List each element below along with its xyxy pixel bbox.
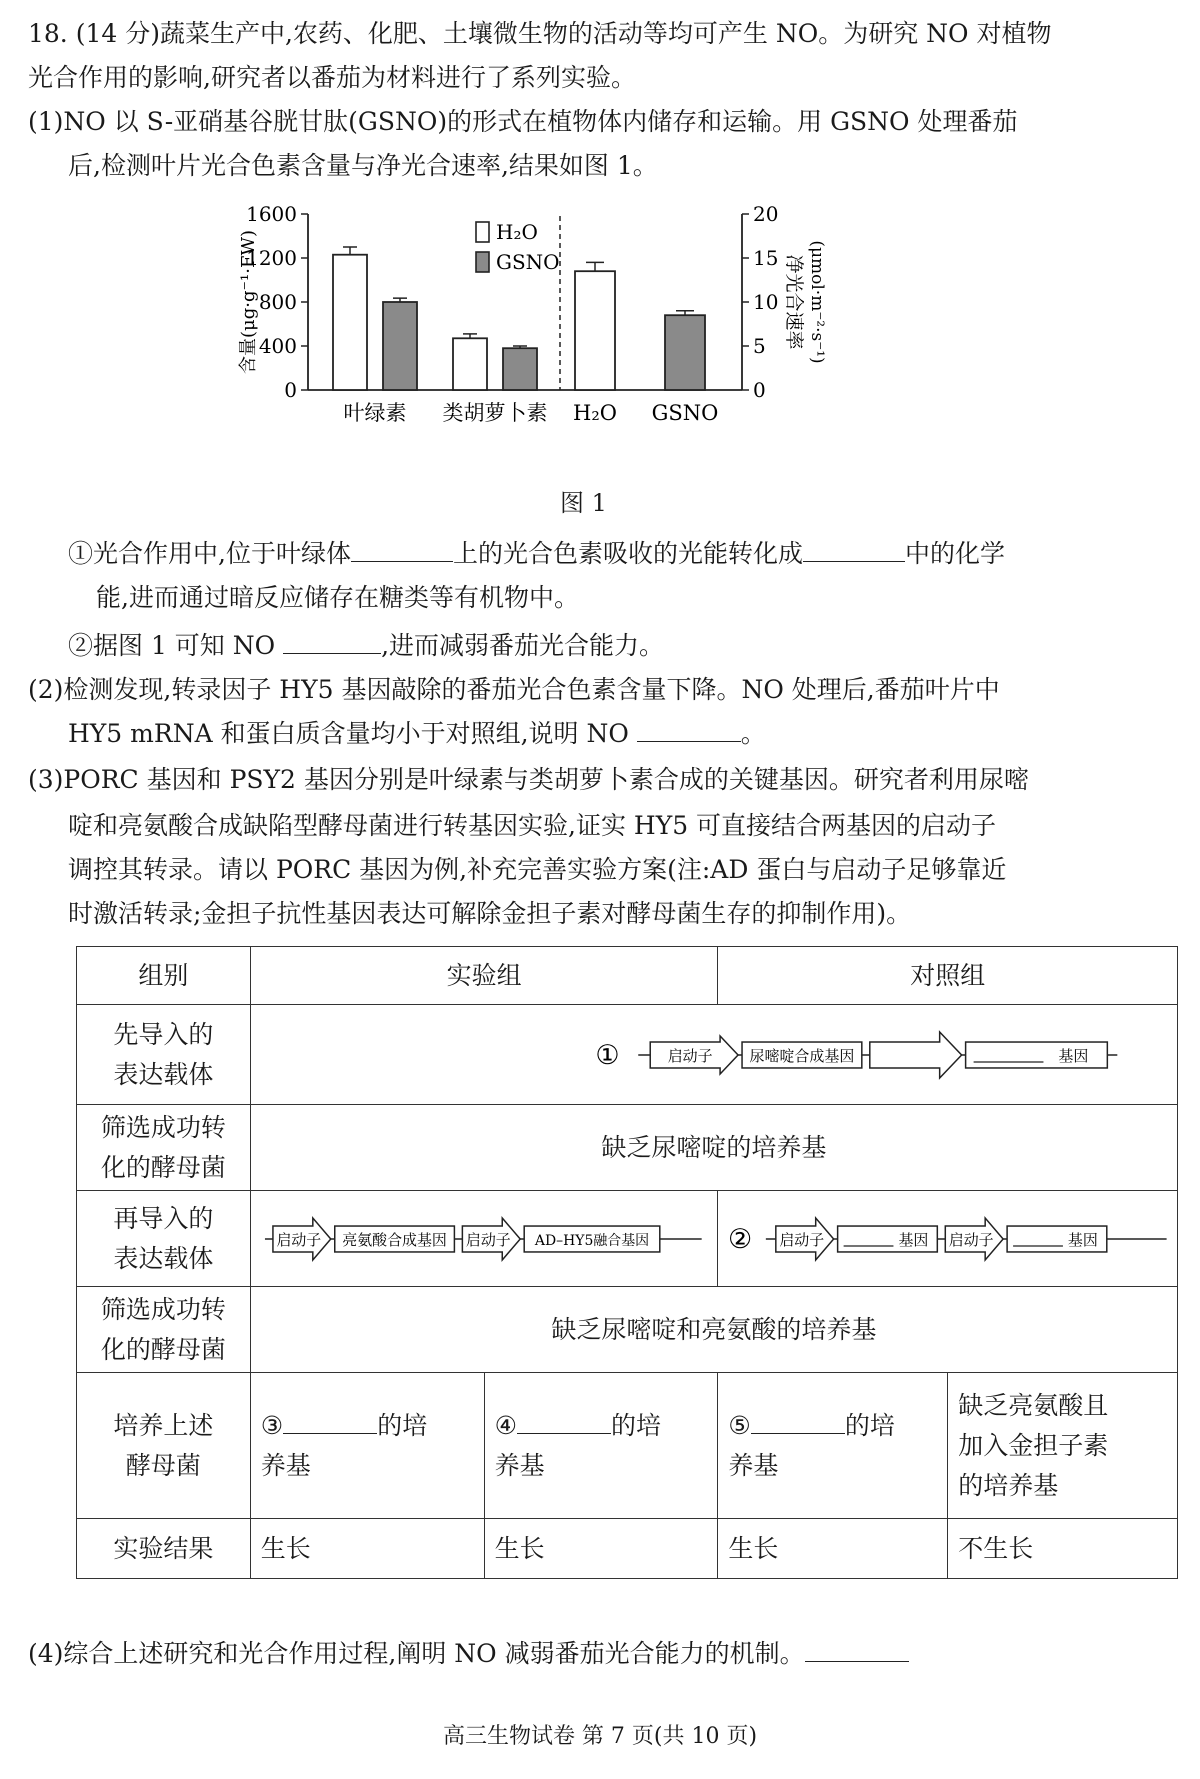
header-experimental: 实验组 bbox=[250, 947, 718, 1005]
answer-blank[interactable] bbox=[517, 1408, 611, 1434]
intro-line-1: 18. (14 分)蔬菜生产中,农药、化肥、土壤微生物的活动等均可产生 NO。为研究 NO 对植物 bbox=[28, 19, 1052, 48]
row-label-line: 先导入的 bbox=[113, 1019, 214, 1049]
row-label-line: 表达载体 bbox=[113, 1243, 214, 1273]
right-tick-label: 10 bbox=[753, 290, 779, 314]
answer-blank[interactable] bbox=[803, 536, 905, 562]
control-medium-line: 缺乏亮氨酸且 bbox=[958, 1390, 1109, 1420]
part3-line-1: (3)PORC 基因和 PSY2 基因分别是叶绿素与类胡萝卜素合成的关键基因。研究者利用尿嘧 bbox=[28, 765, 1029, 794]
ad-hy5-gene-label: AD–HY5融合基因 bbox=[534, 1232, 649, 1249]
subq-2-text-a: ②据图 1 可知 NO bbox=[68, 631, 276, 660]
subq-2-text-b: ,进而减弱番茄光合能力。 bbox=[381, 631, 665, 660]
culture-medium-3 bbox=[250, 1373, 484, 1519]
culture-medium-control bbox=[948, 1373, 1178, 1519]
header-group: 组别 bbox=[77, 947, 251, 1005]
row-label-line: 筛选成功转 bbox=[100, 1112, 226, 1142]
medium-1-cell: 缺乏尿嘧啶的培养基 bbox=[250, 1105, 1177, 1191]
x-category-label: 叶绿素 bbox=[343, 401, 407, 425]
x-category-label: 类胡萝卜素 bbox=[442, 401, 548, 425]
blank-promoter-arrow bbox=[870, 1032, 962, 1078]
part2-text-b: 。 bbox=[740, 719, 766, 748]
part1-line-1: (1)NO 以 S-亚硝基谷胱甘肽(GSNO)的形式在植物体内储存和运输。用 GSNO 处理番茄 bbox=[28, 107, 1018, 136]
gene-label: 基因 bbox=[1068, 1230, 1099, 1249]
subq-1-text-a: ①光合作用中,位于叶绿体 bbox=[68, 539, 351, 568]
part2-text-a: HY5 mRNA 和蛋白质含量均小于对照组,说明 NO bbox=[68, 719, 629, 748]
part3-line-3: 调控其转录。请以 PORC 基因为例,补充完善实验方案(注:AD 蛋白与启动子足够靠近 bbox=[68, 855, 1007, 884]
uracil-gene-label: 尿嘧啶合成基因 bbox=[749, 1046, 855, 1065]
result-cell: 不生长 bbox=[948, 1519, 1178, 1579]
part3-line-4: 时激活转录;金担子抗性基因表达可解除金担子素对酵母菌生存的抑制作用)。 bbox=[68, 899, 912, 928]
figure-1-chart bbox=[238, 202, 980, 518]
table-row bbox=[77, 1105, 1178, 1191]
legend-swatch bbox=[476, 252, 489, 272]
left-tick-label: 0 bbox=[284, 378, 297, 402]
vector-2-exp-diagram bbox=[251, 1212, 718, 1266]
reporter-gene-label: 基因 bbox=[1058, 1046, 1089, 1065]
table-header-row bbox=[77, 947, 1178, 1005]
row-label-line: 筛选成功转 bbox=[100, 1294, 226, 1324]
answer-blank[interactable] bbox=[283, 1408, 377, 1434]
culture-medium-5 bbox=[718, 1373, 948, 1519]
row-label-line: 化的酵母菌 bbox=[100, 1334, 226, 1364]
bar-rate-h2o bbox=[575, 271, 615, 390]
table-row bbox=[77, 1287, 1178, 1373]
part2-line-2 bbox=[68, 714, 766, 754]
gene-label: 基因 bbox=[898, 1230, 929, 1249]
right-tick-label: 0 bbox=[753, 378, 766, 402]
row-label bbox=[77, 1105, 251, 1191]
row-label: 实验结果 bbox=[77, 1519, 251, 1579]
part3-line-2: 啶和亮氨酸合成缺陷型酵母菌进行转基因实验,证实 HY5 可直接结合两基因的启动子 bbox=[68, 811, 997, 840]
part1-line-2: 后,检测叶片光合色素含量与净光合速率,结果如图 1。 bbox=[68, 151, 658, 180]
table-row bbox=[77, 1519, 1178, 1579]
result-cell: 生长 bbox=[250, 1519, 484, 1579]
part2-line-1: (2)检测发现,转录因子 HY5 基因敲除的番茄光合色素含量下降。NO 处理后,番茄叶片中 bbox=[28, 675, 1000, 704]
answer-blank[interactable] bbox=[283, 628, 381, 654]
right-axis-unit: (μmol·m⁻²·s⁻¹) bbox=[807, 240, 827, 364]
promoter-label: 启动子 bbox=[465, 1230, 511, 1249]
culture-medium-4 bbox=[484, 1373, 718, 1519]
vector-2-ctrl-diagram bbox=[718, 1212, 1177, 1266]
part4-text: (4)综合上述研究和光合作用过程,阐明 NO 减弱番茄光合能力的机制。 bbox=[28, 1639, 805, 1668]
bar-gsno bbox=[383, 302, 417, 390]
x-category-label: GSNO bbox=[651, 401, 719, 425]
right-axis-title: 净光合速率 bbox=[783, 254, 805, 350]
promoter-label: 启动子 bbox=[276, 1230, 322, 1249]
row-label bbox=[77, 1005, 251, 1105]
vector-1-diagram bbox=[251, 1028, 1177, 1082]
bar-rate-gsno bbox=[665, 315, 705, 390]
vector-2-ctrl-cell bbox=[718, 1191, 1178, 1287]
left-tick-label: 800 bbox=[258, 290, 297, 314]
experiment-table bbox=[76, 946, 1178, 1579]
table-row bbox=[77, 1005, 1178, 1105]
row-label-line: 再导入的 bbox=[113, 1203, 214, 1233]
table-row bbox=[77, 1373, 1178, 1519]
intro-line-2: 光合作用的影响,研究者以番茄为材料进行了系列实验。 bbox=[28, 63, 636, 92]
blank-number-5: ⑤ bbox=[728, 1410, 751, 1440]
page-footer: 高三生物试卷 第 7 页(共 10 页) bbox=[442, 1724, 758, 1749]
answer-blank[interactable] bbox=[751, 1408, 845, 1434]
vector-2-exp-cell bbox=[250, 1191, 718, 1287]
leucine-gene-label: 亮氨酸合成基因 bbox=[342, 1230, 447, 1249]
bar-gsno bbox=[503, 348, 537, 390]
result-cell: 生长 bbox=[718, 1519, 948, 1579]
answer-blank[interactable] bbox=[805, 1636, 909, 1662]
blank-number-2: ② bbox=[728, 1223, 753, 1255]
left-tick-label: 1200 bbox=[246, 246, 297, 270]
blank-number-1: ① bbox=[595, 1039, 620, 1071]
medium-suffix: 的培 bbox=[844, 1410, 895, 1440]
promoter-label: 启动子 bbox=[779, 1230, 825, 1249]
row-label-line: 化的酵母菌 bbox=[100, 1152, 226, 1182]
answer-blank[interactable] bbox=[351, 536, 453, 562]
right-tick-label: 5 bbox=[753, 334, 766, 358]
left-tick-label: 1600 bbox=[246, 202, 297, 226]
medium-suffix-2: 养基 bbox=[494, 1450, 545, 1480]
right-tick-label: 15 bbox=[753, 246, 779, 270]
row-label bbox=[77, 1191, 251, 1287]
legend-label: H₂O bbox=[496, 220, 538, 244]
row-label-line: 酵母菌 bbox=[125, 1450, 201, 1480]
blank-number-3: ③ bbox=[260, 1410, 284, 1440]
subq-1-text-b: 上的光合色素吸收的光能转化成 bbox=[452, 539, 803, 568]
vector-1-cell bbox=[250, 1005, 1177, 1105]
x-category-label: H₂O bbox=[573, 401, 617, 425]
header-control: 对照组 bbox=[718, 947, 1178, 1005]
bar-h2o bbox=[453, 338, 487, 390]
subq-1-line-1 bbox=[68, 534, 1005, 574]
subq-2-line bbox=[68, 626, 664, 666]
left-axis-title: 含量(μg·g⁻¹·FW) bbox=[238, 230, 259, 374]
answer-blank[interactable] bbox=[637, 716, 741, 742]
figure-caption: 图 1 bbox=[560, 489, 607, 517]
table-row bbox=[77, 1191, 1178, 1287]
subq-1-text-c: 中的化学 bbox=[904, 539, 1005, 568]
control-medium-line: 加入金担子素 bbox=[958, 1430, 1109, 1460]
row-label-line: 表达载体 bbox=[113, 1059, 214, 1089]
row-label bbox=[77, 1287, 251, 1373]
legend-swatch bbox=[476, 222, 489, 242]
blank-number-4: ④ bbox=[494, 1410, 518, 1440]
row-label-line: 培养上述 bbox=[113, 1410, 214, 1440]
right-tick-label: 20 bbox=[753, 202, 779, 226]
result-cell: 生长 bbox=[484, 1519, 718, 1579]
medium-suffix: 的培 bbox=[611, 1410, 662, 1440]
row-label bbox=[77, 1373, 251, 1519]
left-tick-label: 400 bbox=[258, 334, 297, 358]
legend-label: GSNO bbox=[496, 250, 560, 274]
medium-suffix-2: 养基 bbox=[260, 1450, 311, 1480]
control-medium-line: 的培养基 bbox=[958, 1470, 1059, 1500]
figure-1 bbox=[238, 202, 980, 518]
medium-2-cell: 缺乏尿嘧啶和亮氨酸的培养基 bbox=[250, 1287, 1177, 1373]
medium-suffix-2: 养基 bbox=[728, 1450, 779, 1480]
subq-1-line-2: 能,进而通过暗反应储存在糖类等有机物中。 bbox=[96, 583, 579, 612]
medium-suffix: 的培 bbox=[377, 1410, 428, 1440]
bar-h2o bbox=[333, 255, 367, 390]
promoter-label: 启动子 bbox=[667, 1046, 713, 1065]
part4-line bbox=[28, 1634, 909, 1674]
promoter-label: 启动子 bbox=[949, 1230, 995, 1249]
